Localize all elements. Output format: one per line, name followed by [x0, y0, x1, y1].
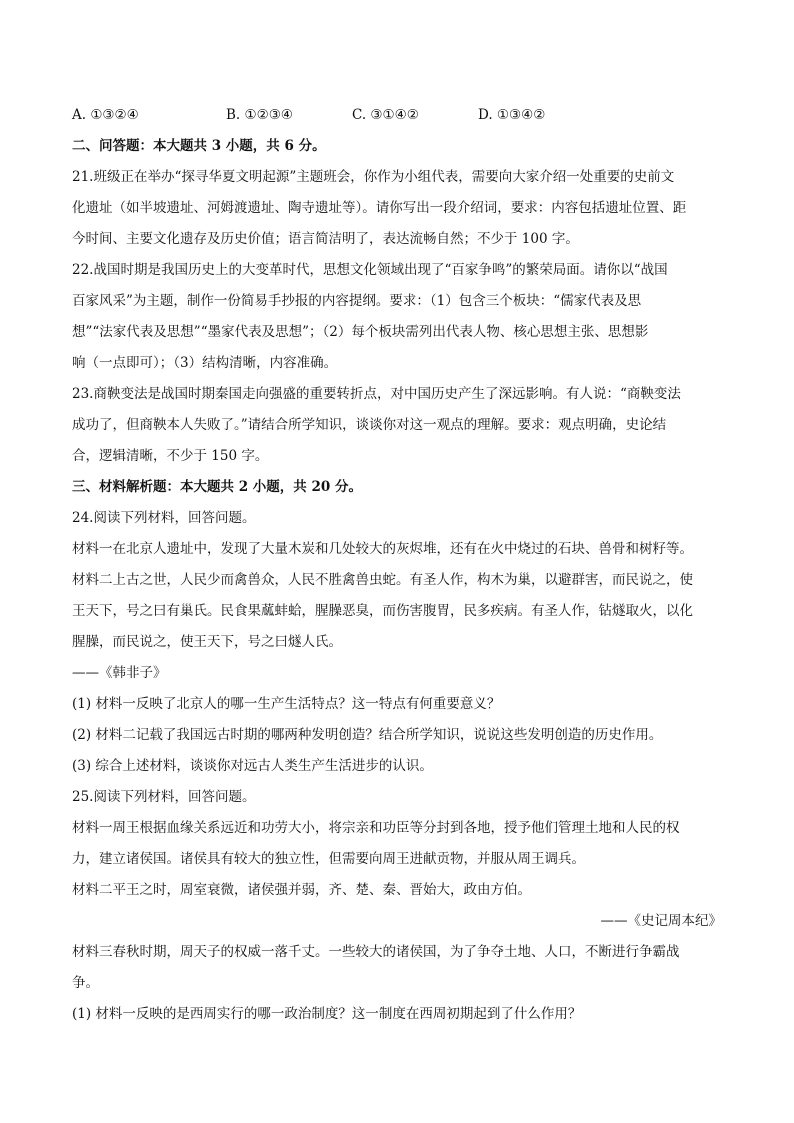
question-23-line: 23.商鞅变法是战国时期秦国走向强盛的重要转折点，对中国历史产生了深远影响。有人说：“商鞅变法	[72, 386, 681, 402]
question-22	[72, 255, 722, 379]
section-2-heading: 二、问答题：本大题共 3 小题，共 6 分。	[72, 138, 326, 154]
question-23-line: 合，逻辑清晰，不少于 150 字。	[72, 448, 269, 464]
question-24-material-2-line: 王天下，号之曰有巢氏。民食果蓏蚌蛤，腥臊恶臭，而伤害腹胃，民多疾病。有圣人作，钻燧取火，以化	[72, 603, 693, 619]
question-25-source: ——《史记周本纪》	[600, 913, 722, 929]
question-24-subquestion: (2) 材料二记载了我国远古时期的哪两种发明创造？结合所学知识，说说这些发明创造的历史作用。	[72, 727, 663, 743]
question-21-line: 21.班级正在举办“探寻华夏文明起源”主题班会，你作为小组代表，需要向大家介绍一处重要的史前文	[72, 169, 675, 185]
question-25	[72, 782, 722, 1030]
question-24-subquestion: (1) 材料一反映了北京人的哪一生产生活特点？这一特点有何重要意义？	[72, 696, 501, 712]
option-c: C. ③①④②	[352, 107, 419, 123]
answer-options	[72, 100, 722, 131]
question-25-material-3-line: 材料三春秋时期，周天子的权威一落千丈。一些较大的诸侯国，为了争夺土地、人口，不断进行争霸战	[72, 944, 680, 960]
question-24-material-2-line: 材料二上古之世，人民少而禽兽众，人民不胜禽兽虫蛇。有圣人作，构木为巢，以避群害，而民说之，使	[72, 572, 693, 588]
option-b: B. ①②③④	[226, 107, 293, 123]
question-25-material-3-line: 争。	[72, 975, 99, 991]
question-22-line: 22.战国时期是我国历史上的大变革时代，思想文化领域出现了“百家争鸣”的繁荣局面。请你以“战国	[72, 262, 668, 278]
question-21-line: 今时间、主要文化遗存及历史价值；语言简洁明了，表达流畅自然；不少于 100 字。	[72, 231, 579, 247]
question-25-material-1-line: 力，建立诸侯国。诸侯具有较大的独立性，但需要向周王进献贡物，并服从周王调兵。	[72, 851, 585, 867]
question-25-material-1-line: 材料一周王根据血缘关系远近和功劳大小，将宗亲和功臣等分封到各地，授予他们管理土地和人民的权	[72, 820, 680, 836]
question-24	[72, 503, 722, 782]
question-21	[72, 162, 722, 255]
question-24-subquestion: (3) 综合上述材料，谈谈你对远古人类生产生活进步的认识。	[72, 758, 433, 774]
question-25-intro: 25.阅读下列材料，回答问题。	[72, 789, 256, 805]
option-a: A. ①③②④	[72, 107, 139, 123]
question-24-intro: 24.阅读下列材料，回答问题。	[72, 510, 256, 526]
question-24-source: ——《韩非子》	[72, 665, 167, 681]
question-24-material-2-line: 腥臊，而民说之，使王天下，号之曰燧人氏。	[72, 634, 342, 650]
question-21-line: 化遗址（如半坡遗址、河姆渡遗址、陶寺遗址等）。请你写出一段介绍词，要求：内容包括遗址位置、距	[72, 200, 687, 216]
question-23-line: 成功了，但商鞅本人失败了。”请结合所学知识，谈谈你对这一观点的理解。要求：观点明确，史论结	[72, 417, 667, 433]
question-24-material-1: 材料一在北京人遗址中，发现了大量木炭和几处较大的灰烬堆，还有在火中烧过的石块、兽骨和树籽等。	[72, 541, 693, 557]
section-3-heading: 三、材料解析题：本大题共 2 小题，共 20 分。	[72, 479, 362, 495]
question-23	[72, 379, 722, 472]
question-22-line: 百家风采”为主题，制作一份简易手抄报的内容提纲。要求：（1）包含三个板块：“儒家代表及思	[72, 293, 642, 309]
question-25-subquestion: (1) 材料一反映的是西周实行的哪一政治制度？这一制度在西周初期起到了什么作用？	[72, 1006, 582, 1022]
question-22-line: 想”“法家代表及思想”“墨家代表及思想”；（2）每个板块需列出代表人物、核心思想主张、思想影	[72, 324, 649, 340]
question-22-line: 响（一点即可）；（3）结构清晰，内容准确。	[72, 355, 338, 371]
question-25-material-2: 材料二平王之时，周室衰微，诸侯强并弱，齐、楚、秦、晋始大，政由方伯。	[72, 882, 531, 898]
option-d: D. ①③④②	[478, 107, 546, 123]
